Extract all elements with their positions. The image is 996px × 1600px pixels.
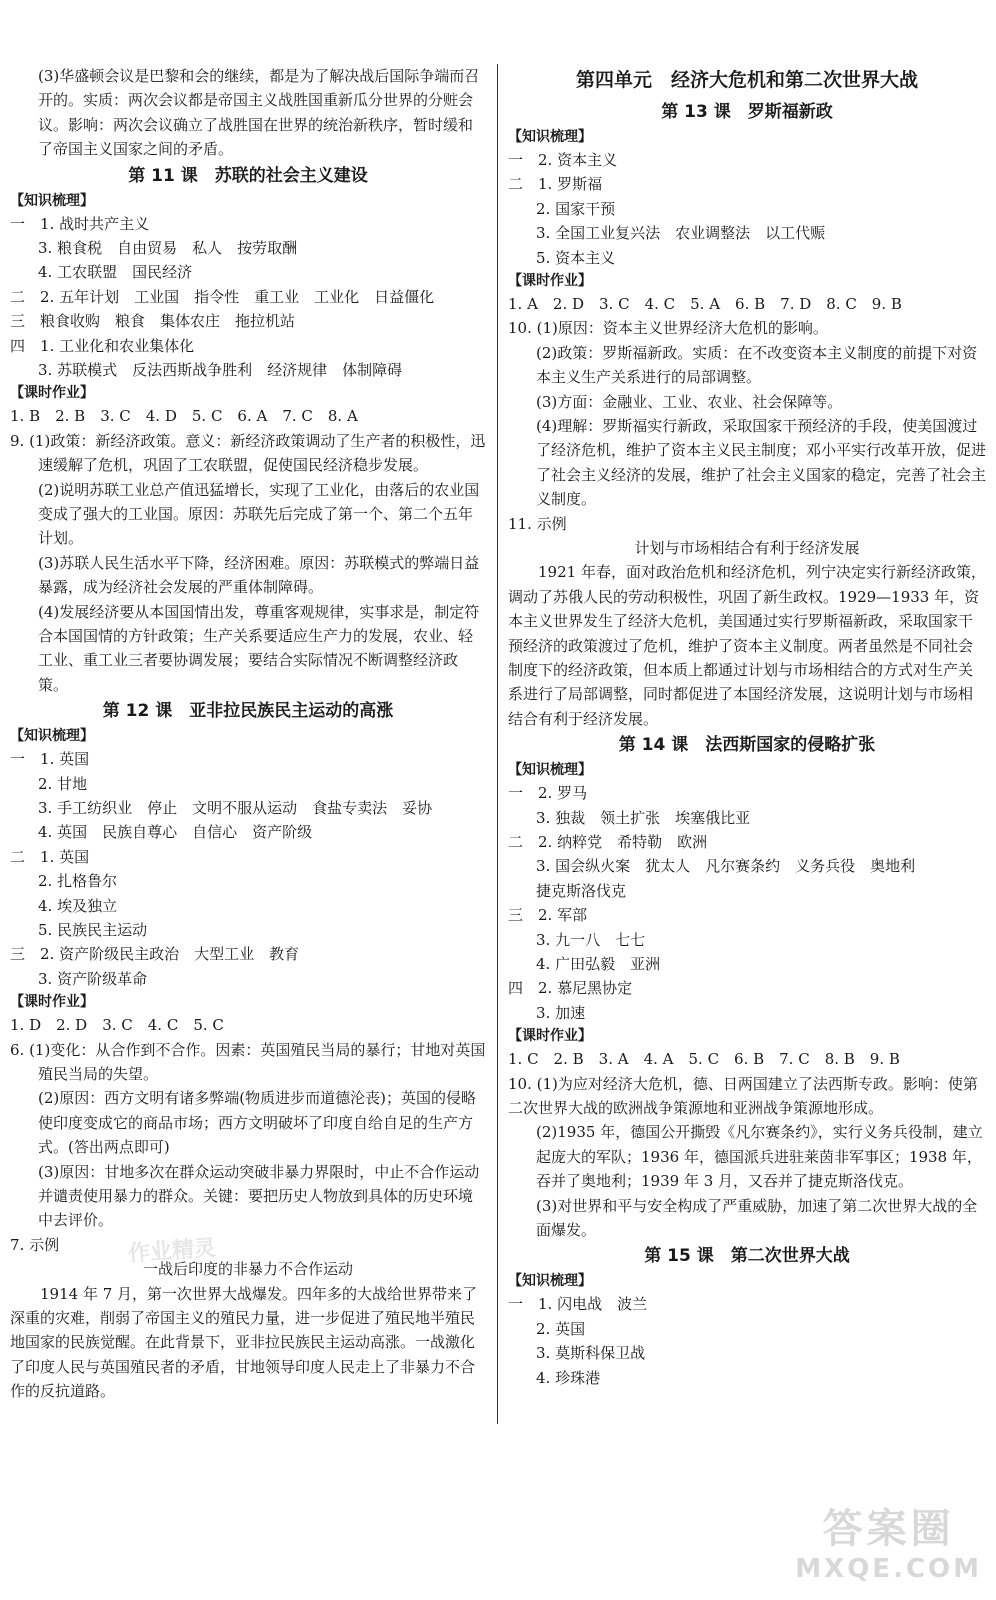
lesson-15-title: 第 15 课 第二次世界大战 [644,1246,850,1267]
lesson-14-knowledge-heading: 【知识梳理】 [508,762,592,779]
column-divider [497,64,498,1424]
list-item: 2. 甘地 [38,774,88,793]
list-item: 4. 英国 民族自尊心 自信心 资产阶级 [38,823,313,842]
list-item: 四 1. 工业化和农业集体化 [10,336,195,355]
lesson-11-title: 第 11 课 苏联的社会主义建设 [128,165,368,186]
list-item: 4. 珍珠港 [536,1368,601,1387]
list-item: 二 2. 纳粹党 希特勒 欧洲 [508,833,708,852]
multiple-choice-answers: 1. C 2. B 3. A 4. A 5. C 6. B 7. C 8. B 9. B [508,1050,900,1069]
list-item: 2. 国家干预 [536,199,616,218]
multiple-choice-answers: 1. D 2. D 3. C 4. C 5. C [10,1016,224,1035]
list-item: 三 2. 资产阶级民主政治 大型工业 教育 [10,945,300,964]
essay-body: 1921 年春，面对政治危机和经济危机，列宁决定实行新经济政策，调动了苏俄人民的劳动积极性，巩固了新生政权。1929—1933 年，资本主义世界发生了经济大危机，美国通过实行罗斯福新政，采取国家干预经济的政策渡过了危机，维护了资本主义制度。两者虽然是不同社会制度下的经济政策，但本质上都通过计划与市场相结合的方式对生产关系进行了局部调整，同时都促进了本国经济发展，这说明计划与市场相结合有利于经济发展。 [508,563,986,728]
answer-paragraph: 10. (1)为应对经济大危机，德、日两国建立了法西斯专政。影响：使第二次世界大战的欧洲战争策源地和亚洲战争策源地形成。 [508,1074,978,1117]
lesson-13-homework-heading: 【课时作业】 [508,272,592,289]
list-item: 一 1. 闪电战 波兰 [508,1295,648,1314]
question-7-label: 7. 示例 [10,1235,60,1254]
answer-paragraph: (2)政策：罗斯福新政。实质：在不改变资本主义制度的前提下对资本主义生产关系进行的局部调整。 [536,343,978,387]
list-item: 5. 资本主义 [536,248,616,267]
site-watermark [795,1497,982,1584]
multiple-choice-answers: 1. B 2. B 3. C 4. D 5. C 6. A 7. C 8. A [10,407,358,426]
answer-paragraph: (3)原因：甘地多次在群众运动突破非暴力界限时，中止不合作运动并谴责使用暴力的群众。关键：要把历史人物放到具体的历史环境中去评价。 [38,1162,480,1230]
essay-title: 一战后印度的非暴力不合作运动 [142,1260,353,1279]
list-item: 3. 莫斯科保卫战 [536,1344,646,1363]
intro-paragraph: (3)华盛顿会议是巴黎和会的继续，都是为了解决战后国际争端而召开的。实质：两次会议都是帝国主义战胜国重新瓜分世界的分赃会议。影响：两次会议确立了战胜国在世界的统治新秩序，暂时缓和了帝国主义国家之间的矛盾。 [38,67,480,159]
answer-paragraph: (3)方面：金融业、工业、农业、社会保障等。 [536,392,843,411]
question-11-label: 11. 示例 [508,514,567,533]
watermark-url: MXQE.COM [795,1554,982,1584]
answer-paragraph: (2)原因：西方文明有诸多弊端(物质进步而道德沦丧)；英国的侵略使印度变成它的商品市场；西方文明破坏了印度自给自足的生产方式。(答出两点即可) [38,1089,476,1157]
lesson-15-knowledge-heading: 【知识梳理】 [508,1273,592,1290]
list-item: 捷克斯洛伐克 [536,881,627,900]
list-item: 三 粮食收购 粮食 集体农庄 拖拉机站 [10,312,296,331]
list-item: 3. 资产阶级革命 [38,969,148,988]
answer-paragraph: (4)发展经济要从本国国情出发，尊重客观规律，实事求是，制定符合本国国情的方针政策；生产关系要适应生产力的发展，农业、轻工业、重工业三者要协调发展；要结合实际情况不断调整经济政策。 [38,602,480,694]
list-item: 三 2. 军部 [508,906,588,925]
list-item: 二 2. 五年计划 工业国 指令性 重工业 工业化 日益僵化 [10,287,435,306]
list-item: 一 1. 战时共产主义 [10,214,150,233]
lesson-12-homework-heading: 【课时作业】 [10,994,94,1011]
lesson-14-homework-heading: 【课时作业】 [508,1028,592,1045]
list-item: 4. 工农联盟 国民经济 [38,263,193,282]
list-item: 2. 英国 [536,1319,586,1338]
list-item: 2. 扎格鲁尔 [38,872,118,891]
answer-paragraph: 10. (1)原因：资本主义世界经济大危机的影响。 [508,319,828,338]
lesson-13-knowledge-heading: 【知识梳理】 [508,129,592,145]
list-item: 5. 民族民主运动 [38,920,148,939]
list-item: 3. 全国工业复兴法 农业调整法 以工代赈 [536,224,826,243]
answer-paragraph: 9. (1)政策：新经济政策。意义：新经济政策调动了生产者的积极性，迅速缓解了危机，巩固了工农联盟，促使国民经济稳步发展。 [10,431,486,475]
watermark-logo-text: 答案圈 [822,1506,955,1552]
answer-paragraph: 6. (1)变化：从合作到不合作。因素：英国殖民当局的暴行；甘地对英国殖民当局的失望。 [10,1040,486,1083]
answer-paragraph: (3)对世界和平与安全构成了严重威胁，加速了第二次世界大战的全面爆发。 [536,1196,978,1239]
answer-paragraph: (2)1935 年，德国公开撕毁《凡尔赛条约》，实行义务兵役制，建立起庞大的军队；1936 年，德国派兵进驻莱茵非军事区；1938 年，吞并了奥地利；1939 年 3 月，又吞并了捷克斯洛伐克。 [536,1123,983,1191]
essay-body: 1914 年 7 月，第一次世界大战爆发。四年多的大战给世界带来了深重的灾难，削弱了帝国主义的殖民力量，进一步促进了殖民地半殖民地国家的民族觉醒。在此背景下，亚非拉民族民主运动高涨。一战激化了印度人民与英国殖民者的矛盾，甘地领导印度人民走上了非暴力不合作的反抗道路。 [10,1284,478,1401]
list-item: 四 2. 慕尼黑协定 [508,979,633,998]
lesson-13-title: 第 13 课 罗斯福新政 [661,102,833,122]
right-column [508,64,986,1390]
multiple-choice-answers: 1. A 2. D 3. C 4. C 5. A 6. B 7. D 8. C 9. B [508,294,902,313]
lesson-12-title: 第 12 课 亚非拉民族民主运动的高涨 [102,701,394,722]
list-item: 二 1. 罗斯福 [508,175,603,194]
list-item: 一 1. 英国 [10,750,90,769]
answer-paragraph: (2)说明苏联工业总产值迅猛增长，实现了工业化，由落后的农业国变成了强大的工业国。原因：苏联先后完成了第一个、第二个五年计划。 [38,480,480,548]
faint-watermark: 作业精灵 [127,1235,217,1268]
list-item: 3. 国会纵火案 犹太人 凡尔赛条约 义务兵役 奥地利 [536,857,916,876]
list-item: 4. 埃及独立 [38,896,118,915]
lesson-12-knowledge-heading: 【知识梳理】 [10,728,94,745]
left-column [10,64,486,1404]
list-item: 一 2. 资本主义 [508,151,618,169]
essay-title: 计划与市场相结合有利于经济发展 [634,538,860,557]
lesson-11-homework-heading: 【课时作业】 [10,385,94,402]
lesson-14-title: 第 14 课 法西斯国家的侵略扩张 [618,735,876,756]
list-item: 二 1. 英国 [10,847,90,866]
list-item: 3. 加速 [536,1003,586,1022]
list-item: 一 2. 罗马 [508,784,588,803]
unit-4-title: 第四单元 经济大危机和第二次世界大战 [575,69,918,91]
lesson-11-knowledge-heading: 【知识梳理】 [10,192,94,209]
list-item: 3. 独裁 领土扩张 埃塞俄比亚 [536,808,751,827]
list-item: 3. 手工纺织业 停止 文明不服从运动 食盐专卖法 妥协 [38,799,433,817]
list-item: 4. 广田弘毅 亚洲 [536,954,661,973]
list-item: 3. 九一八 七七 [536,930,646,949]
answer-paragraph: (3)苏联人民生活水平下降，经济困难。原因：苏联模式的弊端日益暴露，成为经济社会发展的严重体制障碍。 [38,553,480,597]
list-item: 3. 粮食税 自由贸易 私人 按劳取酬 [38,239,298,258]
list-item: 3. 苏联模式 反法西斯战争胜利 经济规律 体制障碍 [38,360,403,379]
answer-paragraph: (4)理解：罗斯福实行新政，采取国家干预经济的手段，使美国渡过了经济危机，维护了资本主义民主制度；邓小平实行改革开放，促进了社会主义经济的发展，维护了社会主义国家的稳定，完善了社会主义制度。 [536,416,987,509]
